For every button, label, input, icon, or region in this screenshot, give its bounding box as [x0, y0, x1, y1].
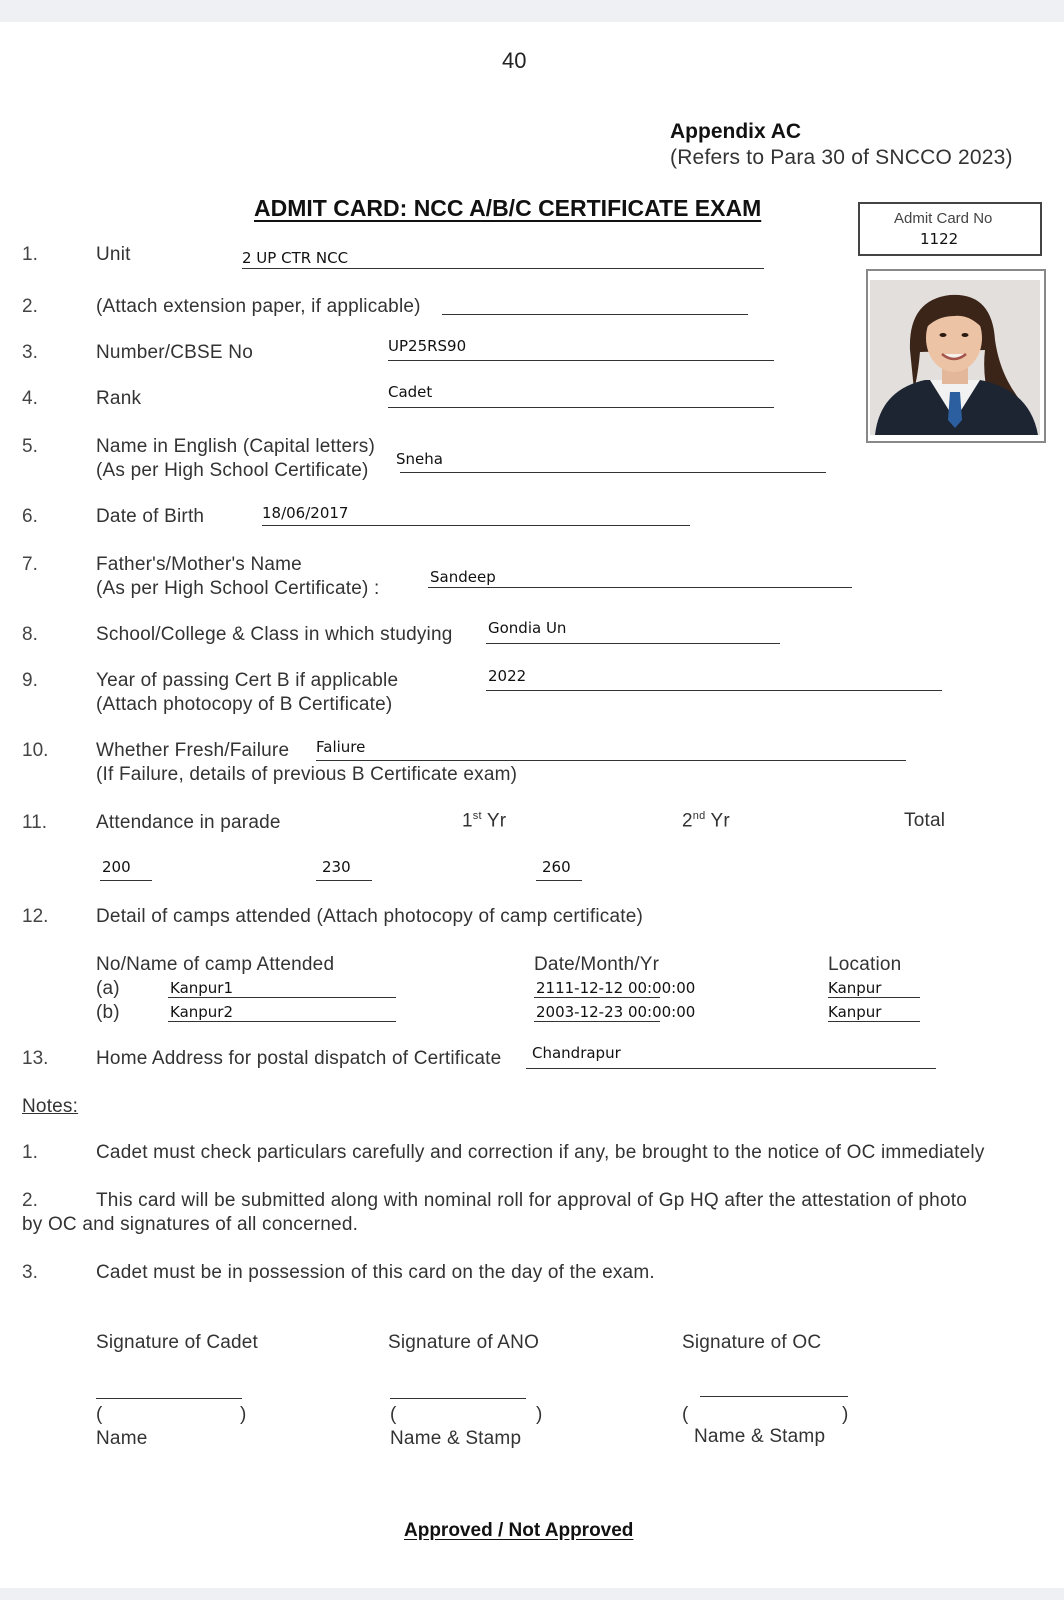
- paren-close: ): [240, 1404, 247, 1425]
- field-number: 3.: [22, 342, 38, 363]
- cbse-underline: [388, 360, 774, 361]
- field-number: 8.: [22, 624, 38, 645]
- rank-underline: [388, 407, 774, 408]
- note-text: Cadet must be in possession of this card on the day of the exam.: [96, 1262, 655, 1283]
- appendix-ref: (Refers to Para 30 of SNCCO 2023): [670, 146, 1013, 169]
- paren-open: (: [682, 1404, 689, 1425]
- note-text-continued: by OC and signatures of all concerned.: [22, 1214, 359, 1235]
- note-text: This card will be submitted along with nominal roll for approval of Gp HQ after the attestation of photo: [96, 1190, 967, 1211]
- signature-ano-caption: Name & Stamp: [390, 1428, 522, 1449]
- camp-row-index: (a): [96, 978, 120, 999]
- signature-ano-line: [390, 1398, 526, 1399]
- camp-location-header: Location: [828, 954, 902, 975]
- field-number: 9.: [22, 670, 38, 691]
- cbse-label: Number/CBSE No: [96, 342, 253, 363]
- address-value: Chandrapur: [532, 1044, 621, 1062]
- attendance-year2-value: 230: [322, 858, 351, 876]
- paren-close: ): [536, 1404, 543, 1425]
- note-number: 1.: [22, 1142, 38, 1163]
- attendance-underline: [536, 880, 582, 881]
- camp-date-header: Date/Month/Yr: [534, 954, 660, 975]
- fresh-underline: [316, 760, 906, 761]
- field-number: 11.: [22, 812, 48, 833]
- field-number: 5.: [22, 436, 38, 457]
- camp-row-location: Kanpur: [828, 979, 882, 997]
- attendance-year1-value: 200: [102, 858, 131, 876]
- attendance-underline: [316, 880, 372, 881]
- signature-ano-title: Signature of ANO: [388, 1332, 540, 1353]
- year-underline: [486, 690, 942, 691]
- school-value: Gondia Un: [488, 619, 567, 637]
- page-number: 40: [502, 48, 527, 73]
- dob-value: 18/06/2017: [262, 504, 349, 522]
- year-label: Year of passing Cert B if applicable: [96, 670, 399, 691]
- unit-value: 2 UP CTR NCC: [242, 249, 349, 267]
- appendix-title: Appendix AC: [670, 120, 802, 143]
- camp-row-location: Kanpur: [828, 1003, 882, 1021]
- field-number: 12.: [22, 906, 49, 927]
- camp-row-date: 2111-12-12 00:00:00: [536, 979, 696, 997]
- bottom-strip: [0, 1588, 1064, 1600]
- unit-label: Unit: [96, 244, 131, 265]
- approval-status: Approved / Not Approved: [404, 1520, 634, 1541]
- rank-value: Cadet: [388, 383, 433, 401]
- signature-oc-title: Signature of OC: [682, 1332, 822, 1353]
- extension-underline: [442, 314, 748, 315]
- signature-oc-line: [700, 1396, 848, 1397]
- paren-close: ): [842, 1404, 849, 1425]
- parent-value: Sandeep: [430, 568, 496, 586]
- field-number: 10.: [22, 740, 49, 761]
- name-value: Sneha: [396, 450, 443, 468]
- unit-underline: [242, 268, 764, 269]
- camp-row-name: Kanpur1: [170, 979, 234, 997]
- dob-underline: [262, 525, 690, 526]
- extension-label: (Attach extension paper, if applicable): [96, 296, 421, 317]
- year2-header: 2nd Yr: [682, 810, 730, 832]
- paren-open: (: [390, 1404, 397, 1425]
- field-number: 7.: [22, 554, 38, 575]
- admit-card-box: [858, 202, 1042, 256]
- notes-heading: Notes:: [22, 1096, 79, 1117]
- total-header: Total: [904, 810, 946, 831]
- attendance-total-value: 260: [542, 858, 571, 876]
- name-underline: [400, 472, 826, 473]
- admit-card-number: 1122: [920, 230, 959, 248]
- year-sublabel: (Attach photocopy of B Certificate): [96, 694, 393, 715]
- note-number: 2.: [22, 1190, 38, 1211]
- top-strip: [0, 0, 1064, 22]
- fresh-value: Faliure: [316, 738, 366, 756]
- camp-row-date: 2003-12-23 00:00:00: [536, 1003, 696, 1021]
- admit-card-label: Admit Card No: [894, 210, 993, 227]
- school-label: School/College & Class in which studying: [96, 624, 453, 645]
- address-underline: [526, 1068, 936, 1069]
- camp-location-underline: [828, 1021, 920, 1022]
- signature-cadet-line: [96, 1398, 242, 1399]
- parent-label: Father's/Mother's Name: [96, 554, 302, 575]
- name-label: Name in English (Capital letters): [96, 436, 376, 457]
- address-label: Home Address for postal dispatch of Certificate: [96, 1048, 502, 1069]
- signature-cadet-title: Signature of Cadet: [96, 1332, 259, 1353]
- dob-label: Date of Birth: [96, 506, 205, 527]
- attendance-label: Attendance in parade: [96, 812, 281, 833]
- parent-underline: [428, 587, 852, 588]
- camps-label: Detail of camps attended (Attach photocopy of camp certificate): [96, 906, 643, 927]
- signature-oc-caption: Name & Stamp: [694, 1426, 826, 1447]
- cadet-photo: [870, 280, 1040, 435]
- attendance-underline: [100, 880, 152, 881]
- year-value: 2022: [488, 667, 527, 685]
- camp-location-underline: [828, 997, 920, 998]
- field-number: 2.: [22, 296, 38, 317]
- field-number: 1.: [22, 244, 38, 265]
- camp-date-underline: [534, 1021, 660, 1022]
- fresh-label: Whether Fresh/Failure: [96, 740, 290, 761]
- camp-row-index: (b): [96, 1002, 120, 1023]
- page-title: ADMIT CARD: NCC A/B/C CERTIFICATE EXAM: [254, 195, 762, 221]
- name-sublabel: (As per High School Certificate): [96, 460, 369, 481]
- cbse-value: UP25RS90: [388, 337, 467, 355]
- note-number: 3.: [22, 1262, 38, 1283]
- camp-name-underline: [168, 1021, 396, 1022]
- camp-name-underline: [168, 997, 396, 998]
- school-underline: [486, 643, 780, 644]
- year1-header: 1st Yr: [462, 810, 507, 832]
- note-text: Cadet must check particulars carefully and correction if any, be brought to the notice of OC immediately: [96, 1142, 985, 1163]
- camp-name-header: No/Name of camp Attended: [96, 954, 335, 975]
- signature-cadet-caption: Name: [96, 1428, 148, 1449]
- fresh-sublabel: (If Failure, details of previous B Certificate exam): [96, 764, 518, 785]
- paren-open: (: [96, 1404, 103, 1425]
- field-number: 6.: [22, 506, 38, 527]
- rank-label: Rank: [96, 388, 142, 409]
- field-number: 4.: [22, 388, 38, 409]
- camp-date-underline: [534, 997, 660, 998]
- field-number: 13.: [22, 1048, 49, 1069]
- parent-sublabel: (As per High School Certificate) :: [96, 578, 380, 599]
- camp-row-name: Kanpur2: [170, 1003, 234, 1021]
